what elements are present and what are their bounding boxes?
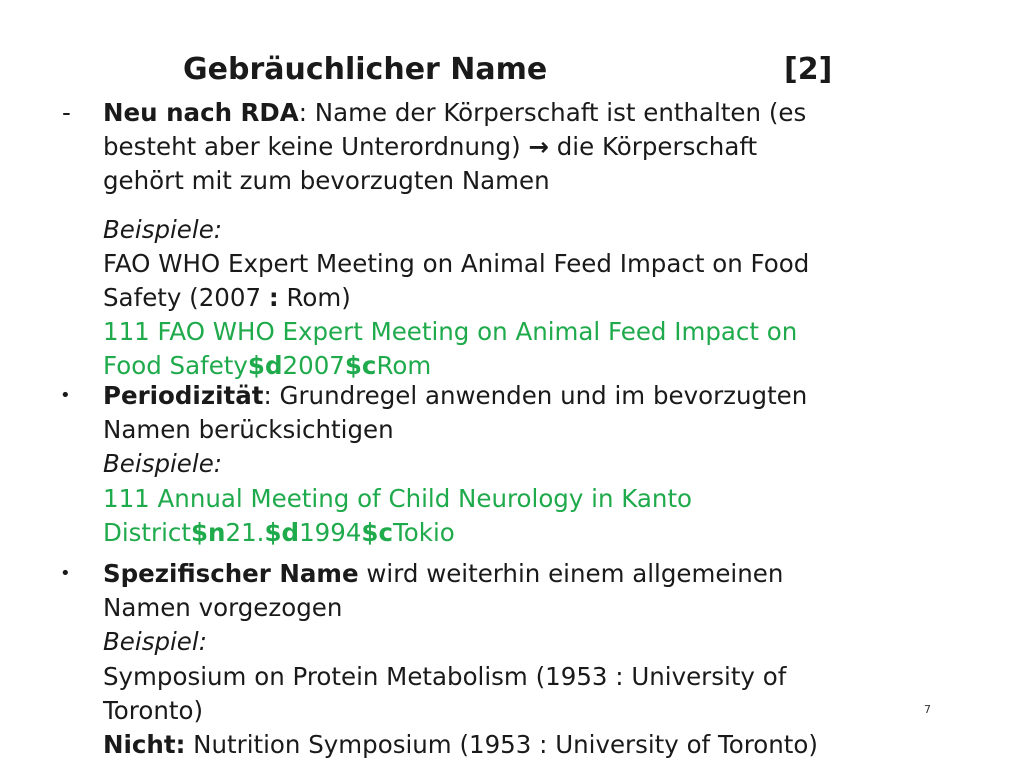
bullet-body xyxy=(103,557,963,762)
lead-text: wird weiterhin einem allgemeinen xyxy=(358,559,784,588)
text-line: Namen berücksichtigen xyxy=(103,415,394,445)
text-segment: 21. xyxy=(225,517,265,547)
subfield-code: $c xyxy=(361,517,393,547)
example-line: Symposium on Protein Metabolism (1953 : University of xyxy=(103,661,787,691)
text-segment: Rom) xyxy=(278,282,351,312)
example-line: FAO WHO Expert Meeting on Animal Feed Impact on Food xyxy=(103,248,810,278)
subfield-code: $c xyxy=(344,351,377,381)
example-line xyxy=(103,281,963,315)
text-segment: 1994 xyxy=(299,517,362,547)
example-label: Beispiel: xyxy=(103,627,207,657)
text-line: Namen vorgezogen xyxy=(103,593,343,623)
lead-term: Periodizität xyxy=(103,381,264,410)
text-line xyxy=(103,557,963,591)
subfield-code: $d xyxy=(247,351,283,381)
subfield-code: $d xyxy=(264,517,300,547)
text-segment: 2007 xyxy=(282,351,345,381)
lead-term: Neu nach RDA xyxy=(103,98,299,127)
arrow-right-icon: → xyxy=(528,132,549,162)
examples-label: Beispiele: xyxy=(103,214,223,244)
spacer xyxy=(103,199,963,213)
counter-example-line xyxy=(103,728,963,762)
text-segment: die Körperschaft xyxy=(548,132,758,162)
text-segment: Rom xyxy=(376,351,432,381)
text-line xyxy=(103,96,963,130)
page-number: 7 xyxy=(924,703,931,716)
text-segment: besteht aber keine Unterordnung) xyxy=(103,132,529,162)
title-text: Gebräuchlicher Name xyxy=(183,52,548,87)
title-number: [2] xyxy=(784,52,833,87)
slide-title xyxy=(0,52,1024,96)
text-line xyxy=(103,379,963,413)
lead-text: : Name der Körperschaft ist enthalten (es xyxy=(298,98,807,127)
example-line: Toronto) xyxy=(103,695,203,725)
text-segment: Tokio xyxy=(393,517,455,547)
text-segment: Food Safety xyxy=(103,351,248,381)
marc-example-line: 111 Annual Meeting of Child Neurology in Kanto xyxy=(103,483,693,513)
bullet-marker: • xyxy=(60,385,71,406)
text-line: gehört mit zum bevorzugten Namen xyxy=(103,166,550,196)
marc-example-line: 111 FAO WHO Expert Meeting on Animal Feed Impact on xyxy=(103,317,798,347)
dash-marker: - xyxy=(62,98,71,127)
examples-label: Beispiele: xyxy=(103,449,223,479)
lead-text: : Grundregel anwenden und im bevorzugten xyxy=(263,381,808,410)
text-line xyxy=(103,130,963,164)
lead-term: Spezifischer Name xyxy=(103,559,359,588)
text-segment: Safety (2007 xyxy=(103,282,269,312)
subfield-code: $n xyxy=(191,517,226,547)
colon-bold: : xyxy=(268,282,279,312)
marc-example-line xyxy=(103,516,963,550)
bullet-body xyxy=(103,96,963,384)
text-segment: Nutrition Symposium (1953 : University of Toronto) xyxy=(185,729,818,759)
not-label: Nicht: xyxy=(103,729,186,759)
bullet-marker: • xyxy=(60,563,71,584)
text-segment: District xyxy=(103,517,191,547)
bullet-body xyxy=(103,379,963,550)
